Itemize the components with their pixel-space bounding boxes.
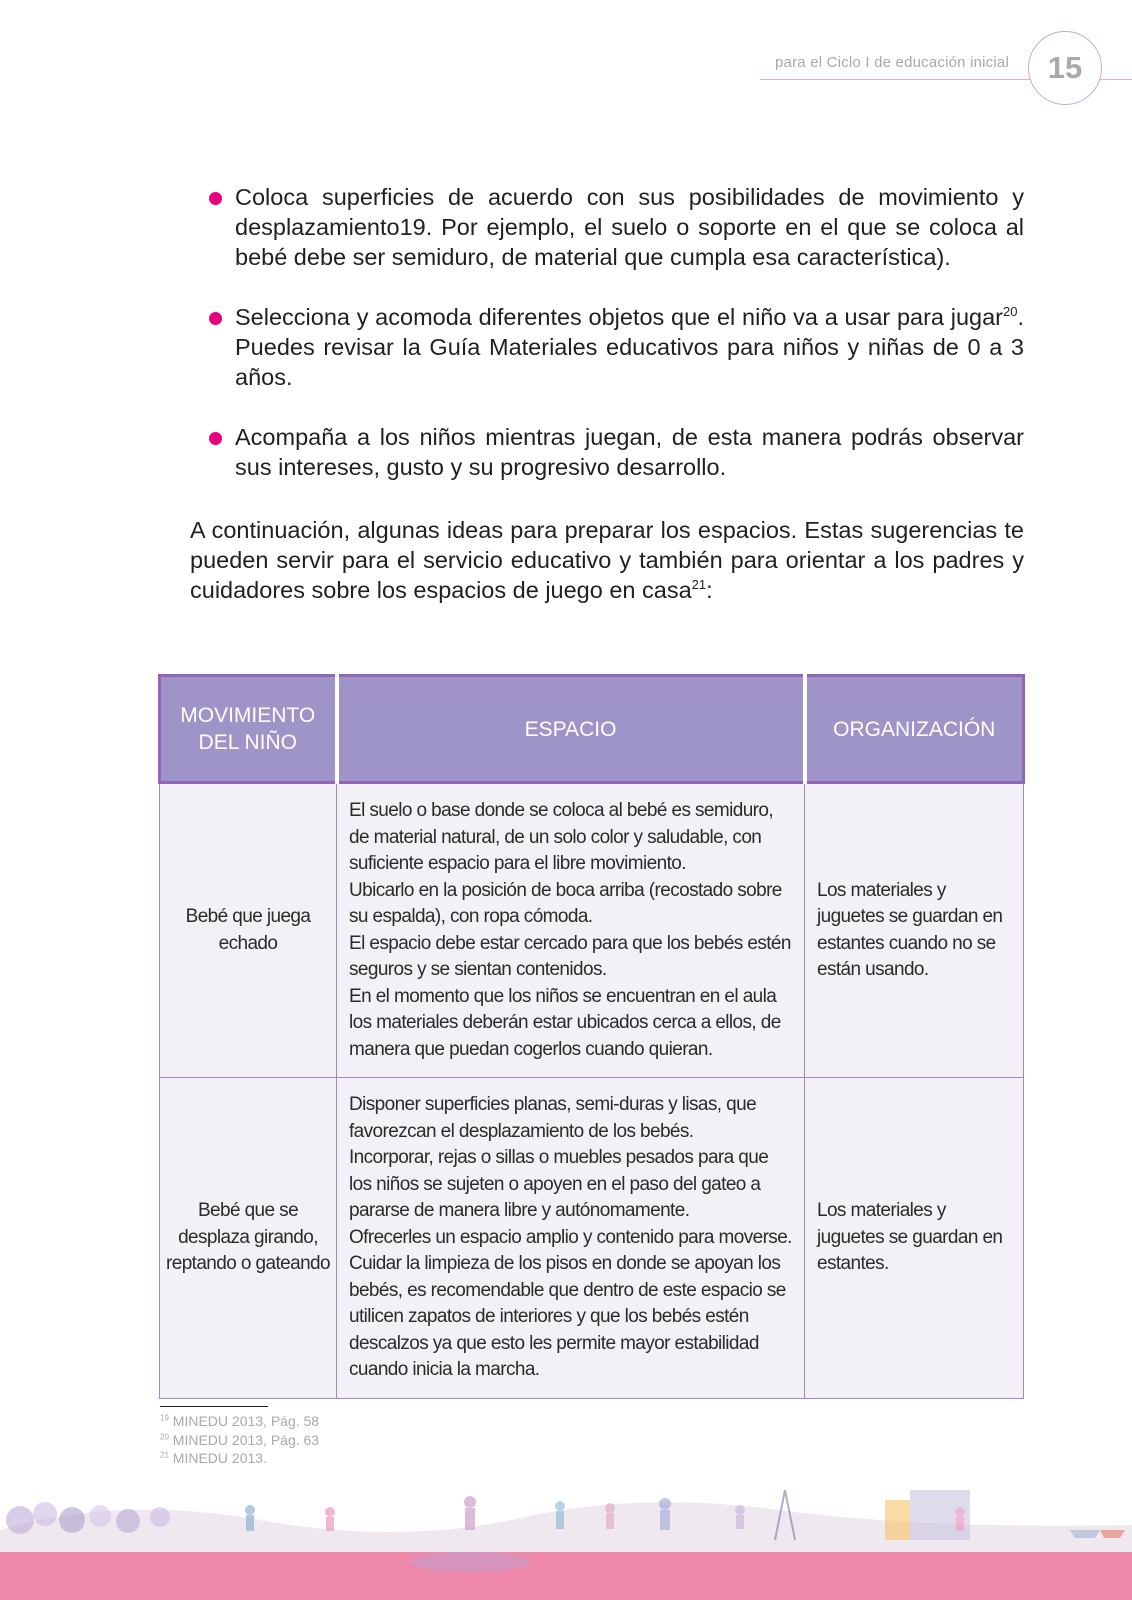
bullet-text: Coloca superficies de acuerdo con sus posibilidades de movimiento y desplazamiento19. Por ejemplo, el suelo o soporte en el que se coloca al bebé debe ser semiduro, de material que cumpla esa característica). — [235, 184, 1024, 270]
footnote-text: MINEDU 2013. — [172, 1450, 267, 1466]
espacio-line: Cuidar la limpieza de los pisos en donde se apoyan los bebés, es recomendable que dentro de este espacio se utilicen zapatos de interiores y que los bebés estén descalzos ya que esto les permite mayor estabilidad cuando inicia la marcha. — [349, 1253, 786, 1380]
footer-pond — [410, 1552, 530, 1572]
footnote — [160, 1431, 319, 1450]
bullet-dot-icon — [209, 192, 222, 205]
espacio-line: Ofrecerles un espacio amplio y contenido para moverse. — [349, 1226, 792, 1248]
running-title: para el Ciclo I de educación inicial — [775, 54, 1009, 71]
cell-organizacion: Los materiales y juguetes se guardan en estantes. — [805, 1078, 1024, 1399]
footnote-text: MINEDU 2013, Pág. 63 — [172, 1431, 320, 1448]
intro-paragraph — [190, 515, 1024, 605]
footnotes — [160, 1412, 319, 1468]
bullet-text — [235, 302, 1024, 392]
espacio-line: Disponer superficies planas, semi-duras y lisas, que favorezcan el desplazamiento de los bebés. — [349, 1094, 757, 1142]
bullet-dot-icon — [209, 312, 222, 325]
header-espacio: ESPACIO — [337, 676, 805, 783]
page-number: 15 — [1028, 31, 1102, 105]
bullet-item — [208, 302, 1024, 392]
cell-movimiento: Bebé que se desplaza girando, reptando o gateando — [160, 1078, 337, 1399]
espacio-line: El espacio debe estar cercado para que los bebés estén seguros y se sientan contenidos. — [349, 932, 791, 980]
cell-movimiento: Bebé que juega echado — [160, 783, 337, 1078]
intro-suffix: : — [706, 577, 713, 603]
cell-espacio — [337, 1078, 805, 1399]
cell-organizacion: Los materiales y juguetes se guardan en estantes cuando no se están usando. — [805, 783, 1024, 1078]
footnote-rule — [160, 1406, 268, 1407]
footer-illustration — [0, 1490, 1132, 1600]
bullet-item — [208, 422, 1024, 482]
bullet-list — [208, 182, 1024, 512]
footnote — [160, 1449, 319, 1468]
footnote-ref: 21 — [691, 577, 707, 593]
bullet-dot-icon — [209, 432, 222, 445]
cell-espacio — [337, 783, 805, 1078]
espacio-line: En el momento que los niños se encuentran en el aula los materiales deberán estar ubicados cerca a ellos, de manera que puedan cogerlos cuando quieran. — [349, 985, 781, 1060]
space-table — [158, 674, 1022, 1399]
bullet-item — [208, 182, 1024, 272]
table-header-row — [160, 676, 1024, 783]
header-movimiento: MOVIMIENTO DEL NIÑO — [160, 676, 337, 783]
espacio-line: Incorporar, rejas o sillas o muebles pesados para que los niños se sujeten o apoyen en el paso del gateo a pararse de manera libre y autónomamente. — [349, 1147, 769, 1221]
table-row — [160, 783, 1024, 1078]
table — [158, 674, 1025, 1399]
header-organizacion: ORGANIZACIÓN — [805, 676, 1024, 783]
espacio-line: El suelo o base donde se coloca al bebé es semiduro, de material natural, de un solo color y saludable, con suficiente espacio para el libre movimiento. — [349, 800, 774, 874]
espacio-line: Ubicarlo en la posición de boca arriba (recostado sobre su espalda), con ropa cómoda. — [349, 879, 782, 927]
footnote — [160, 1412, 319, 1431]
intro-text: A continuación, algunas ideas para preparar los espacios. Estas sugerencias te pueden servir para el servicio educativo y también para orientar a los padres y cuidadores sobre los espacios de juego en casa — [190, 517, 1024, 603]
footnote-number: 21 — [160, 1450, 169, 1460]
bullet-text-before: Selecciona y acomoda diferentes objetos que el niño va a usar para jugar — [235, 304, 1003, 330]
footnote-text: MINEDU 2013, Pág. 58 — [172, 1413, 320, 1429]
table-row — [160, 1078, 1024, 1399]
footnote-number: 20 — [160, 1431, 169, 1441]
footnote-number: 19 — [160, 1413, 169, 1423]
footnote-ref: 20 — [1003, 304, 1018, 320]
bullet-text-after: . Puedes revisar la Guía Materiales educativos para niños y niñas de 0 a 3 años. — [235, 304, 1024, 390]
bullet-text: Acompaña a los niños mientras juegan, de esta manera podrás observar sus intereses, gusto y su progresivo desarrollo. — [235, 424, 1024, 480]
footer-band — [0, 1552, 1132, 1600]
